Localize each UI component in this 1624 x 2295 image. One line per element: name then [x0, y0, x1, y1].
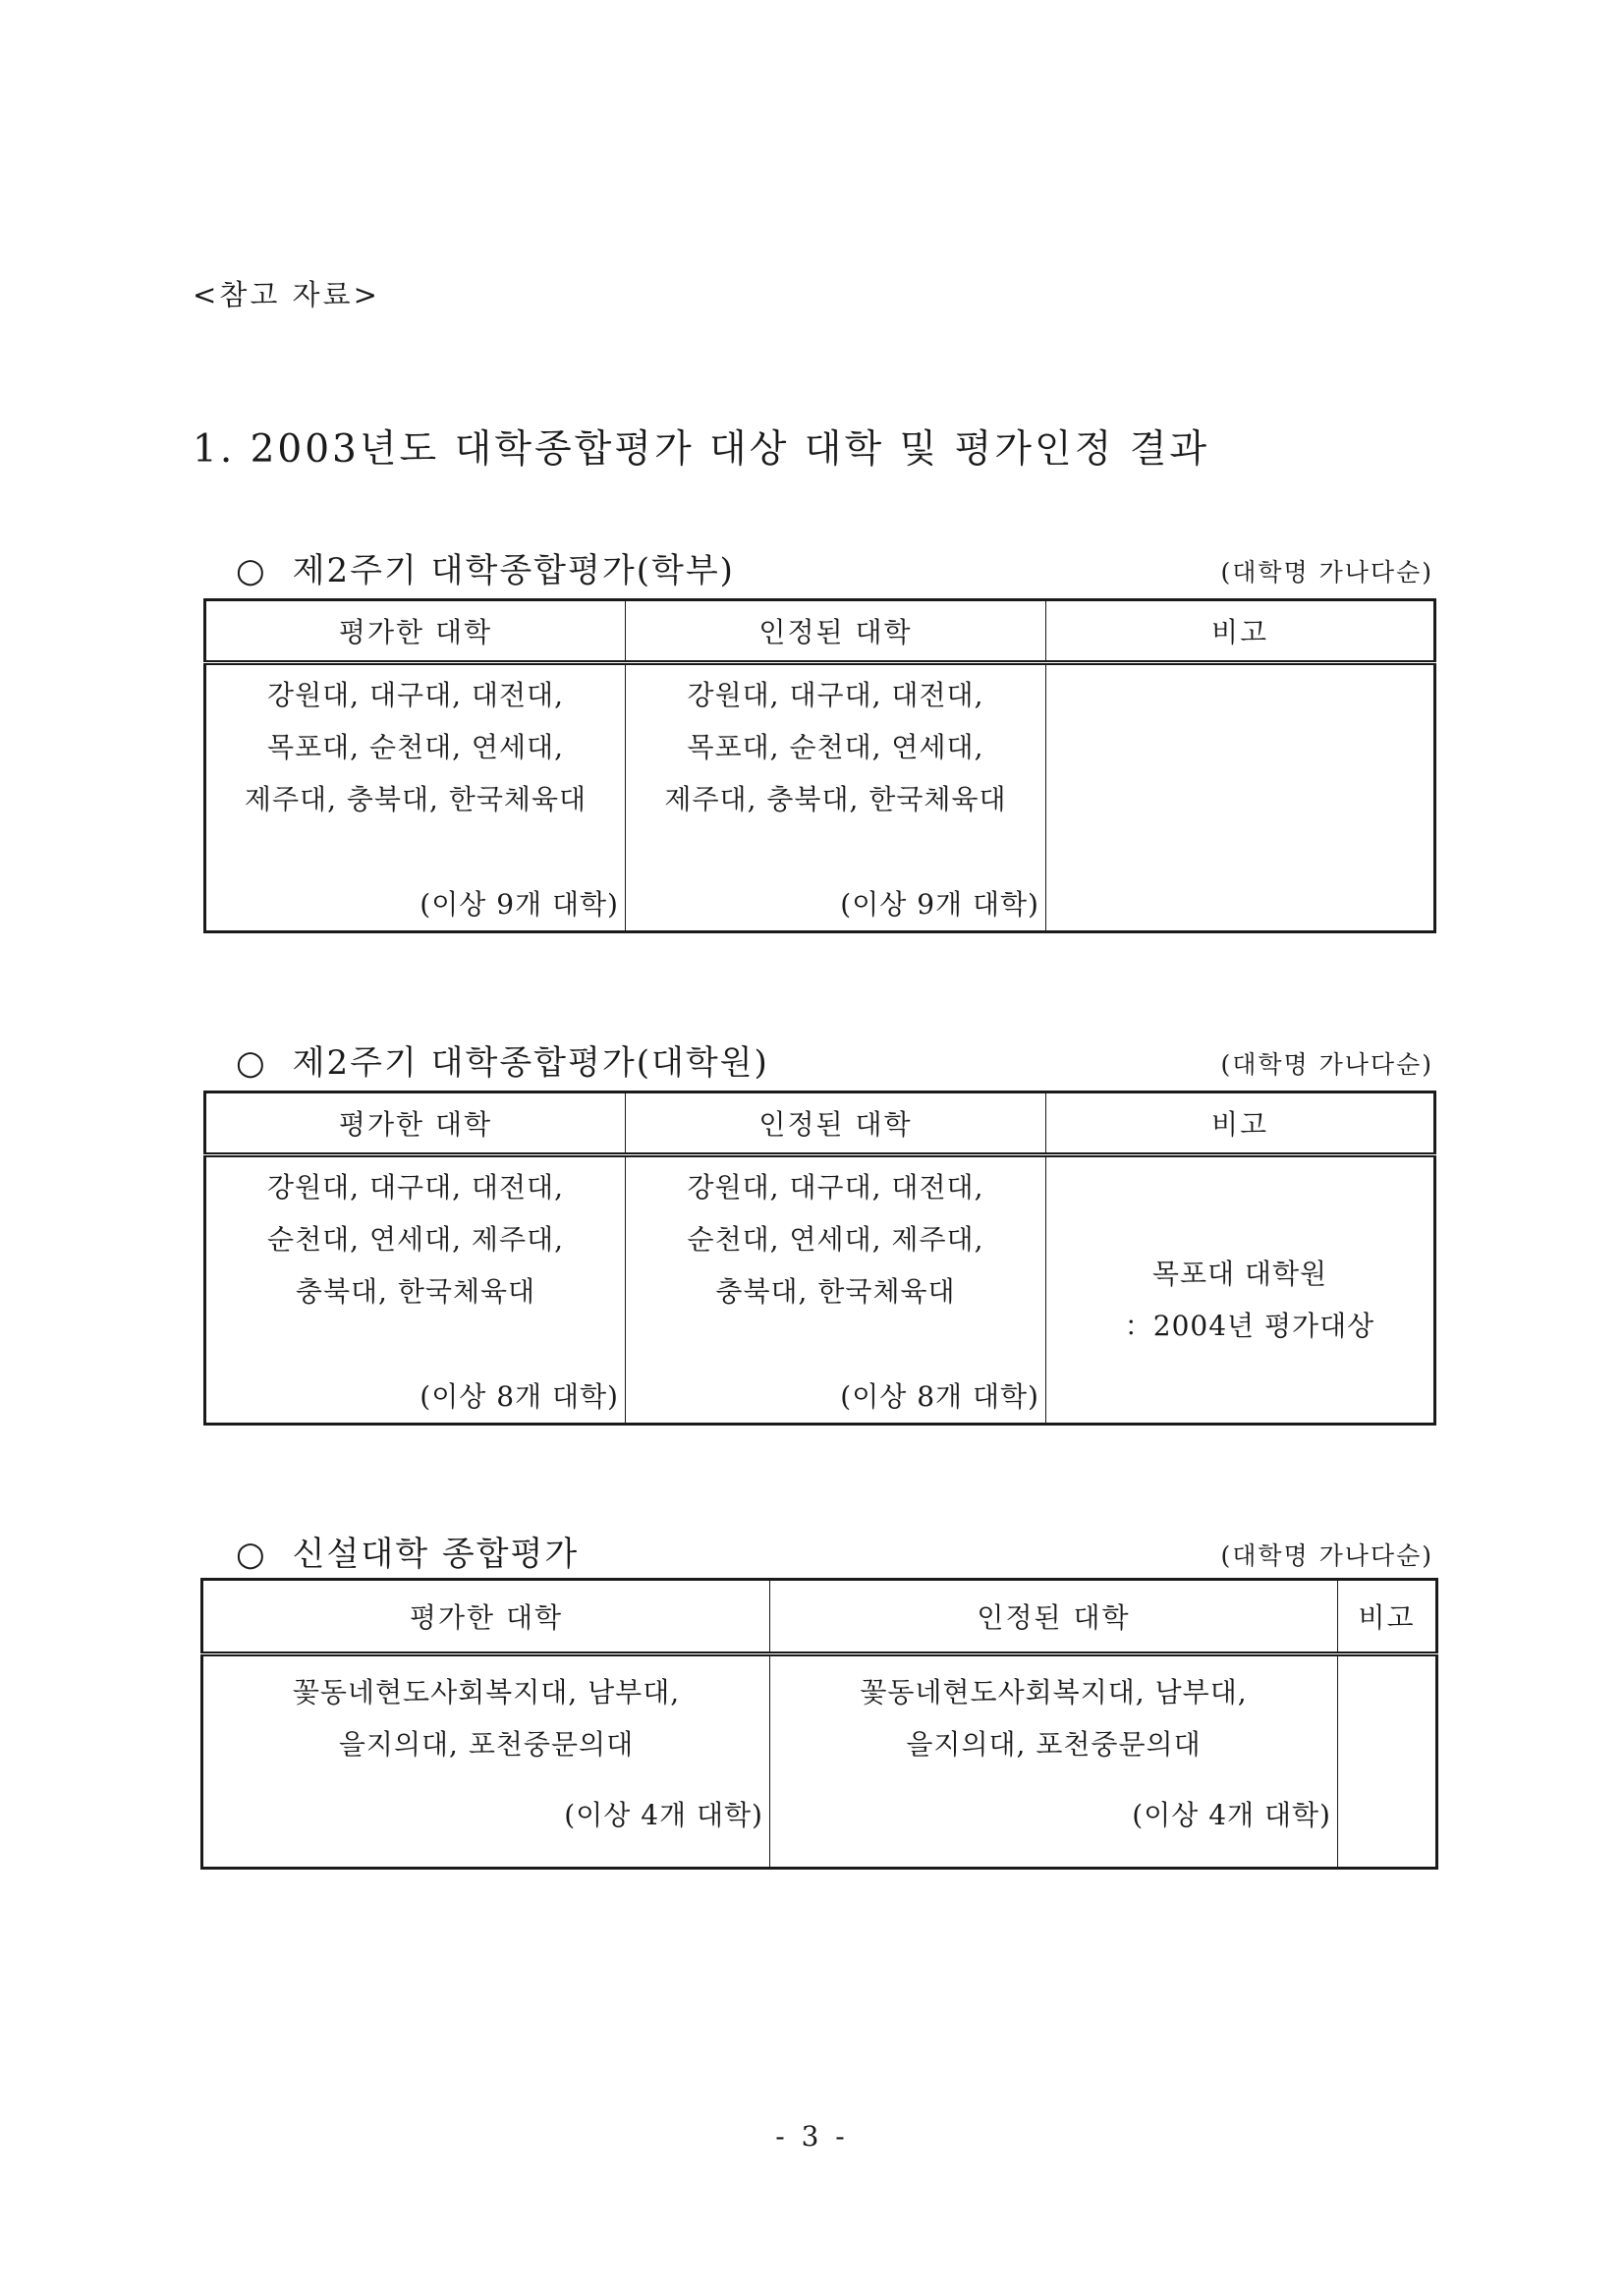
- remark-line: ：2004년 평가대상: [1124, 1310, 1375, 1342]
- university-line: 강원대, 대구대, 대전대,: [687, 679, 984, 711]
- university-count: (이상 9개 대학): [840, 888, 1039, 921]
- bullet-circle-icon: ○: [236, 551, 267, 590]
- university-line: 꽃동네현도사회복지대, 남부대,: [860, 1676, 1248, 1708]
- cell-remarks: [1046, 1155, 1435, 1425]
- table-row: [205, 663, 1435, 932]
- university-line: 목포대, 순천대, 연세대,: [687, 731, 984, 763]
- cell-accredited: [626, 663, 1046, 932]
- section-title-text: 신설대학 종합평가: [292, 1535, 580, 1574]
- header-evaluated: 평가한 대학: [205, 600, 626, 663]
- university-line: 강원대, 대구대, 대전대,: [687, 1171, 984, 1203]
- remark-line: 목포대 대학원: [1151, 1258, 1328, 1290]
- bullet-circle-icon: ○: [236, 1043, 267, 1083]
- university-line: 을지의대, 포천중문의대: [338, 1728, 635, 1761]
- university-line: 충북대, 한국체육대: [295, 1275, 536, 1308]
- section-header: [0, 1527, 1624, 1576]
- cell-evaluated: [205, 1155, 626, 1425]
- header-accredited: 인정된 대학: [626, 1092, 1046, 1155]
- cell-evaluated: [202, 1654, 770, 1869]
- header-remarks: 비고: [1338, 1580, 1437, 1654]
- section-new-universities: [0, 1527, 1624, 1831]
- university-count: (이상 8개 대학): [420, 1380, 619, 1413]
- university-count: (이상 8개 대학): [840, 1380, 1039, 1413]
- header-evaluated: 평가한 대학: [205, 1092, 626, 1155]
- table-row: [202, 1654, 1437, 1869]
- reference-label: <참고 자료>: [193, 278, 380, 311]
- table-header-row: [205, 600, 1435, 663]
- header-remarks: 비고: [1046, 600, 1435, 663]
- results-table-new-universities: [200, 1578, 1438, 1870]
- sort-order-note: (대학명 가나다순): [1220, 1541, 1433, 1570]
- cell-remarks: [1046, 663, 1435, 932]
- university-count: (이상 4개 대학): [564, 1799, 763, 1831]
- section-title-text: 제2주기 대학종합평가(대학원): [292, 1043, 769, 1083]
- cell-accredited: [626, 1155, 1046, 1425]
- results-table-undergraduate: [203, 598, 1436, 933]
- university-line: 순천대, 연세대, 제주대,: [267, 1223, 564, 1256]
- university-line: 꽃동네현도사회복지대, 남부대,: [292, 1676, 681, 1708]
- university-line: 강원대, 대구대, 대전대,: [267, 1171, 564, 1203]
- cell-accredited: [770, 1654, 1338, 1869]
- university-count: (이상 9개 대학): [420, 888, 619, 921]
- university-line: 목포대, 순천대, 연세대,: [267, 731, 564, 763]
- university-line: 제주대, 충북대, 한국체육대: [244, 783, 588, 815]
- university-line: 제주대, 충북대, 한국체육대: [664, 783, 1007, 815]
- bullet-circle-icon: ○: [236, 1535, 267, 1574]
- sort-order-note: (대학명 가나다순): [1220, 1050, 1433, 1079]
- section-graduate: [0, 1036, 1624, 1413]
- header-remarks: 비고: [1046, 1092, 1435, 1155]
- section-title-text: 제2주기 대학종합평가(학부): [292, 551, 735, 590]
- header-evaluated: 평가한 대학: [202, 1580, 770, 1654]
- university-count: (이상 4개 대학): [1132, 1799, 1331, 1831]
- university-line: 순천대, 연세대, 제주대,: [687, 1223, 984, 1256]
- cell-evaluated: [205, 663, 626, 932]
- results-table-graduate: [203, 1091, 1436, 1426]
- section-header: [0, 1036, 1624, 1085]
- sort-order-note: (대학명 가나다순): [1220, 558, 1433, 587]
- table-row: [205, 1155, 1435, 1425]
- section-title: [236, 1036, 769, 1084]
- document-title: 1. 2003년도 대학종합평가 대상 대학 및 평가인정 결과: [193, 427, 1210, 472]
- table-header-row: [202, 1580, 1437, 1654]
- university-line: 강원대, 대구대, 대전대,: [267, 679, 564, 711]
- section-title: [236, 1527, 579, 1575]
- cell-remarks: [1338, 1654, 1437, 1869]
- header-accredited: 인정된 대학: [626, 600, 1046, 663]
- section-title: [236, 543, 735, 591]
- section-undergraduate: [0, 543, 1624, 921]
- section-header: [0, 543, 1624, 592]
- university-line: 을지의대, 포천중문의대: [906, 1728, 1202, 1761]
- header-accredited: 인정된 대학: [770, 1580, 1338, 1654]
- university-line: 충북대, 한국체육대: [715, 1275, 956, 1308]
- page-number: - 3 -: [775, 2120, 849, 2153]
- table-header-row: [205, 1092, 1435, 1155]
